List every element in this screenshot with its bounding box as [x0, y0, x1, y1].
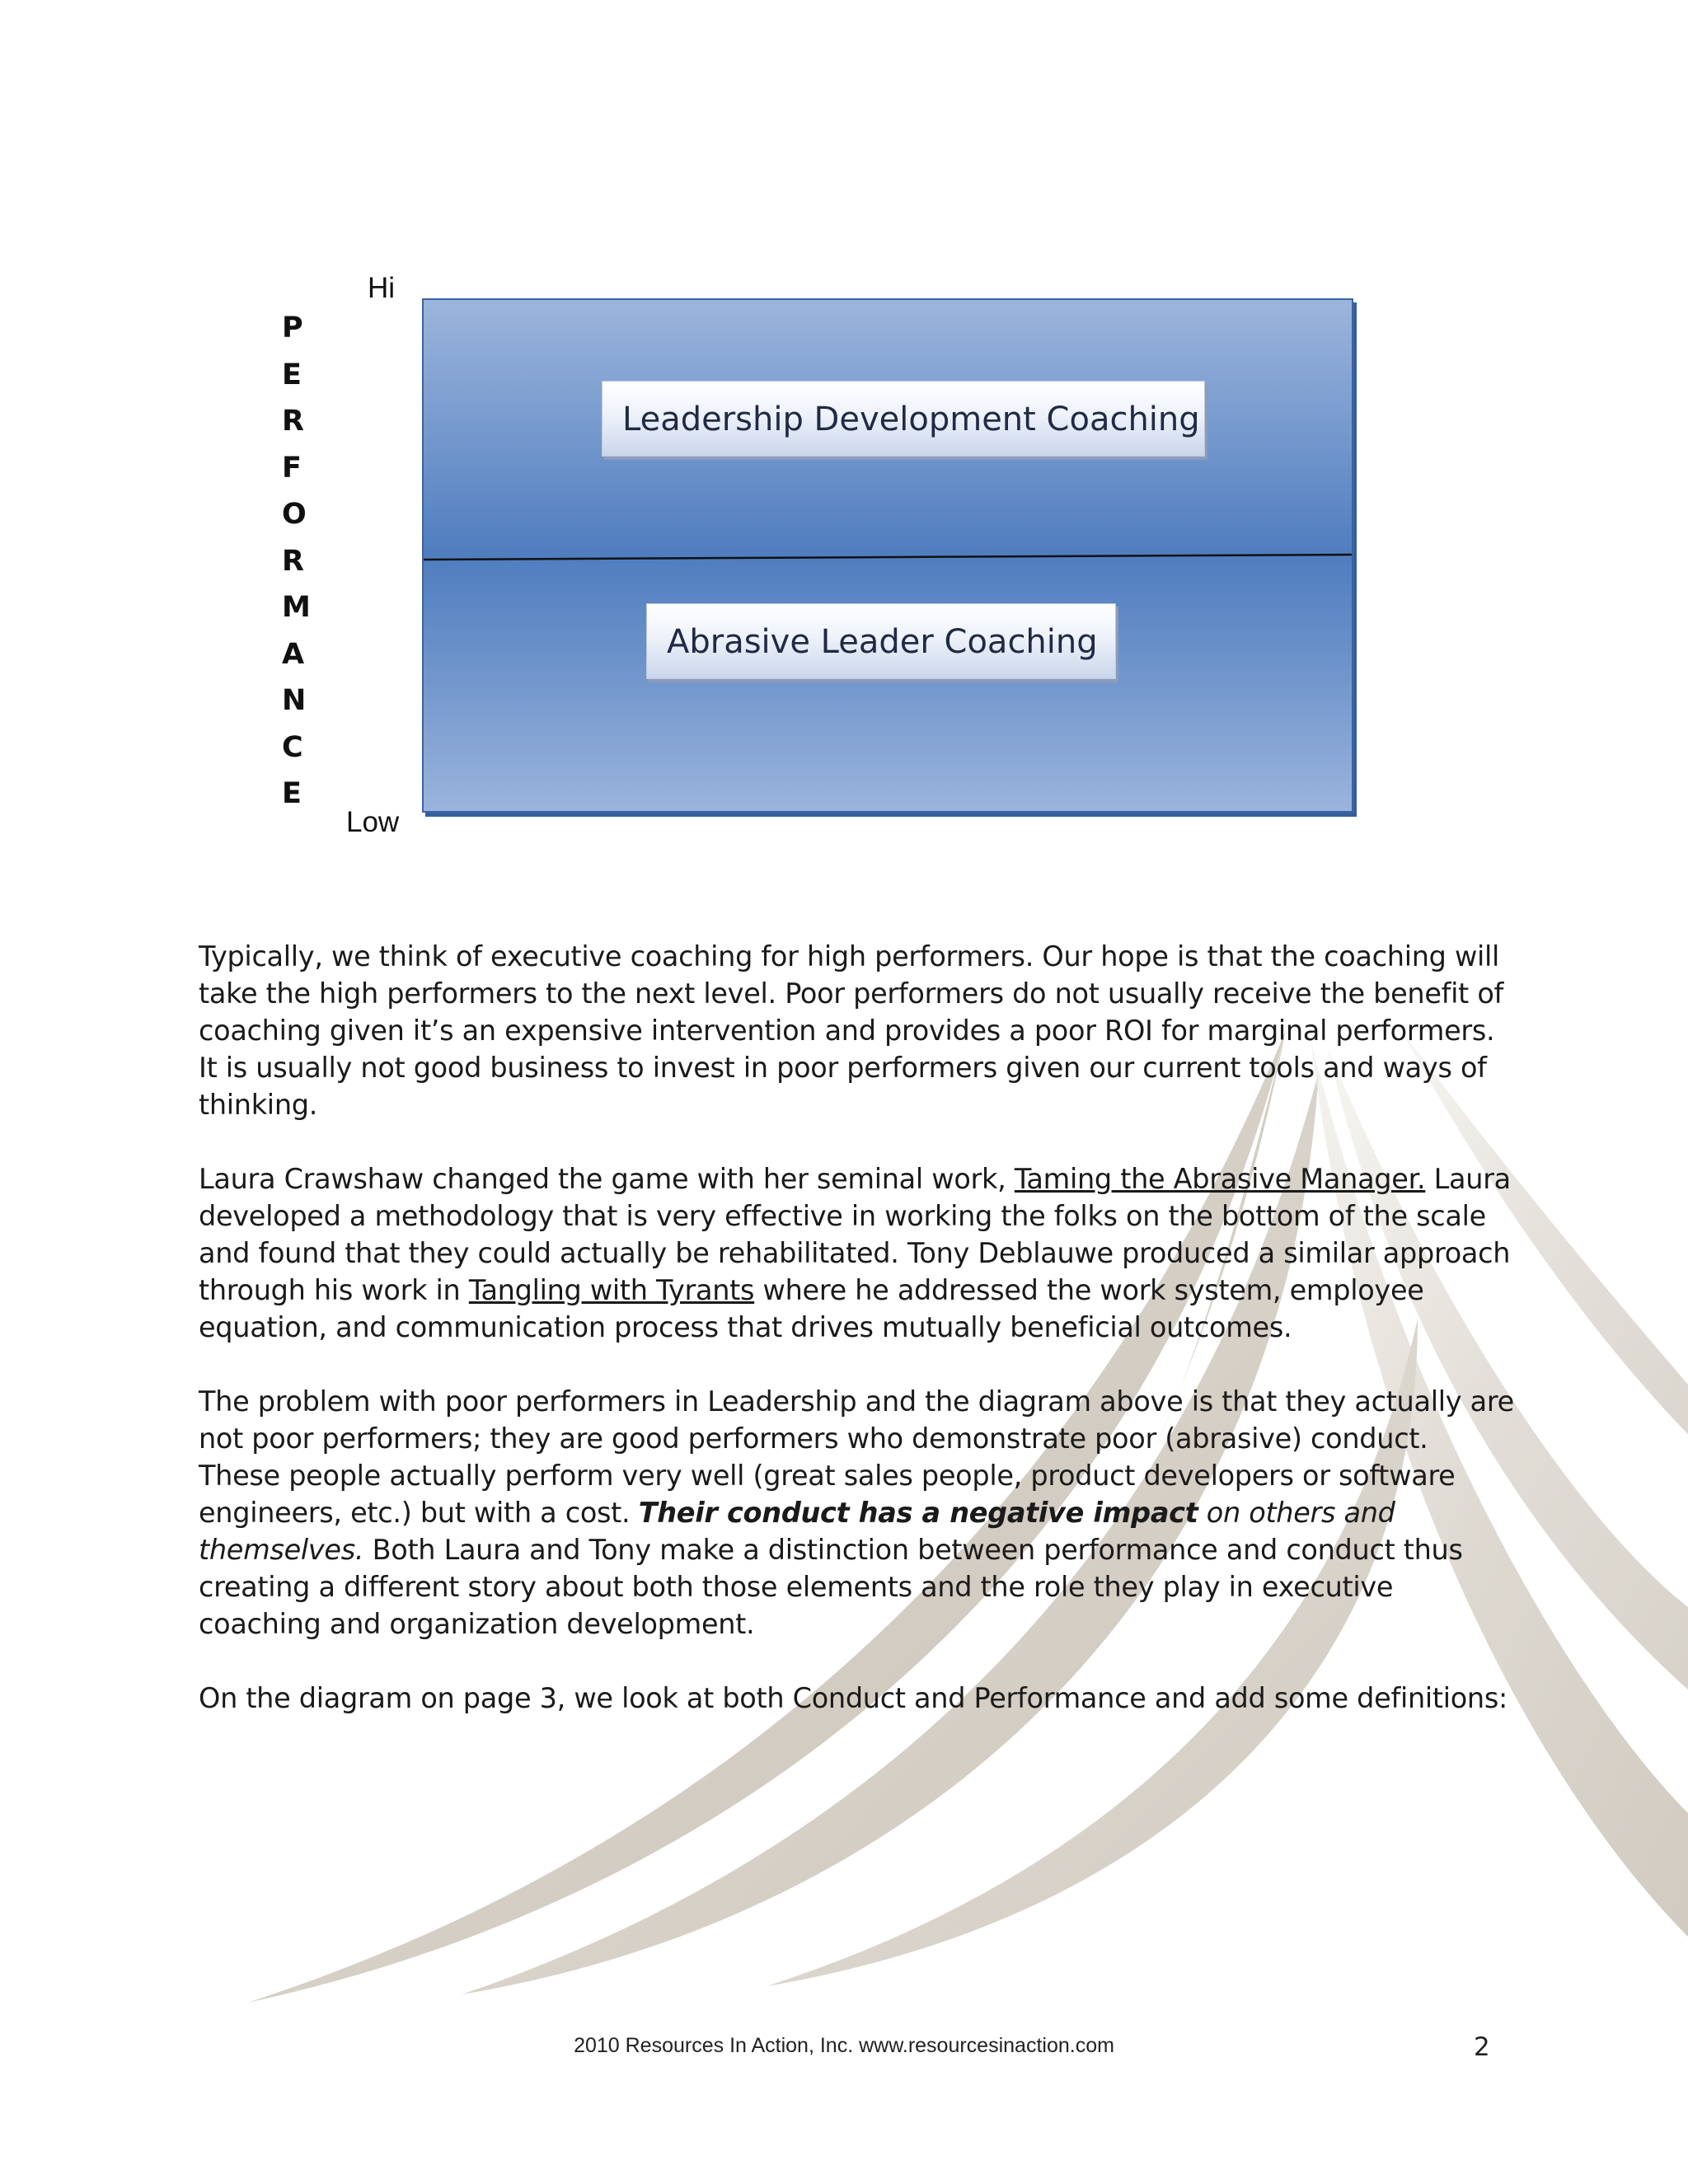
axis-letter: R [282, 544, 304, 578]
performance-axis-label [282, 305, 311, 818]
axis-letter: E [282, 777, 302, 810]
abrasive-leader-coaching-label: Abrasive Leader Coaching [646, 603, 1116, 679]
paragraph-3: The problem with poor performers in Leadership and the diagram above is that they actually are not poor performers; they are good performers who demonstrate poor (abrasive) conduct. These people actually perform very well (great sales people, product developers or software engineers, etc.) but with a cost. Their conduct has a negative impact on others and themselves. Both Laura and Tony make a distinction between performance and conduct thus creating a different story about both those elements and the role they play in executive coaching and organization development. [199, 1385, 1514, 1640]
book-title-tangling: Tangling with Tyrants [468, 1274, 755, 1306]
emphasis-italic: on others and themselves. [199, 1497, 1395, 1566]
paragraph-2: Laura Crawshaw changed the game with her seminal work, Taming the Abrasive Manager. Laura developed a methodology that is very effective in working the folks on the bottom of the scale and found that they could actually be rehabilitated. Tony Deblauwe produced a similar approach through his work in Tangling with Tyrants where he addressed the work system, employee equation, and communication process that drives mutually beneficial outcomes. [199, 1163, 1511, 1343]
axis-letter: A [282, 637, 305, 671]
axis-letter: M [282, 591, 311, 624]
axis-low-label: Low [346, 806, 400, 838]
body-text [199, 938, 1517, 1754]
page-number: 2 [1474, 2032, 1490, 2062]
axis-letter: F [282, 451, 302, 485]
axis-hi-label: Hi [368, 272, 396, 304]
paragraph-1: Typically, we think of executive coaching for high performers. Our hope is that the coaching will take the high performers to the next level. Poor performers do not usually receive the benefit of coaching given it’s an expensive intervention and provides a poor ROI for marginal performers. It is usually not good business to invest in poor performers given our current tools and ways of thinking. [199, 940, 1504, 1121]
axis-letter: R [282, 405, 304, 438]
performance-diagram-box [422, 298, 1353, 813]
axis-letter: C [282, 730, 303, 764]
footer-text: 2010 Resources In Action, Inc. www.resourcesinaction.com [574, 2034, 1114, 2057]
paragraph-4: On the diagram on page 3, we look at both Conduct and Performance and add some definitions: [199, 1682, 1507, 1714]
axis-letter: E [282, 358, 302, 391]
emphasis-bold: Their conduct has a negative impact [638, 1497, 1198, 1529]
axis-letter: N [282, 684, 307, 717]
axis-letter: O [282, 498, 307, 531]
diagram-divider-line [424, 300, 1352, 811]
axis-letter: P [282, 312, 303, 344]
leadership-development-coaching-label: Leadership Development Coaching [602, 381, 1205, 457]
book-title-taming: Taming the Abrasive Manager. [1014, 1163, 1426, 1195]
